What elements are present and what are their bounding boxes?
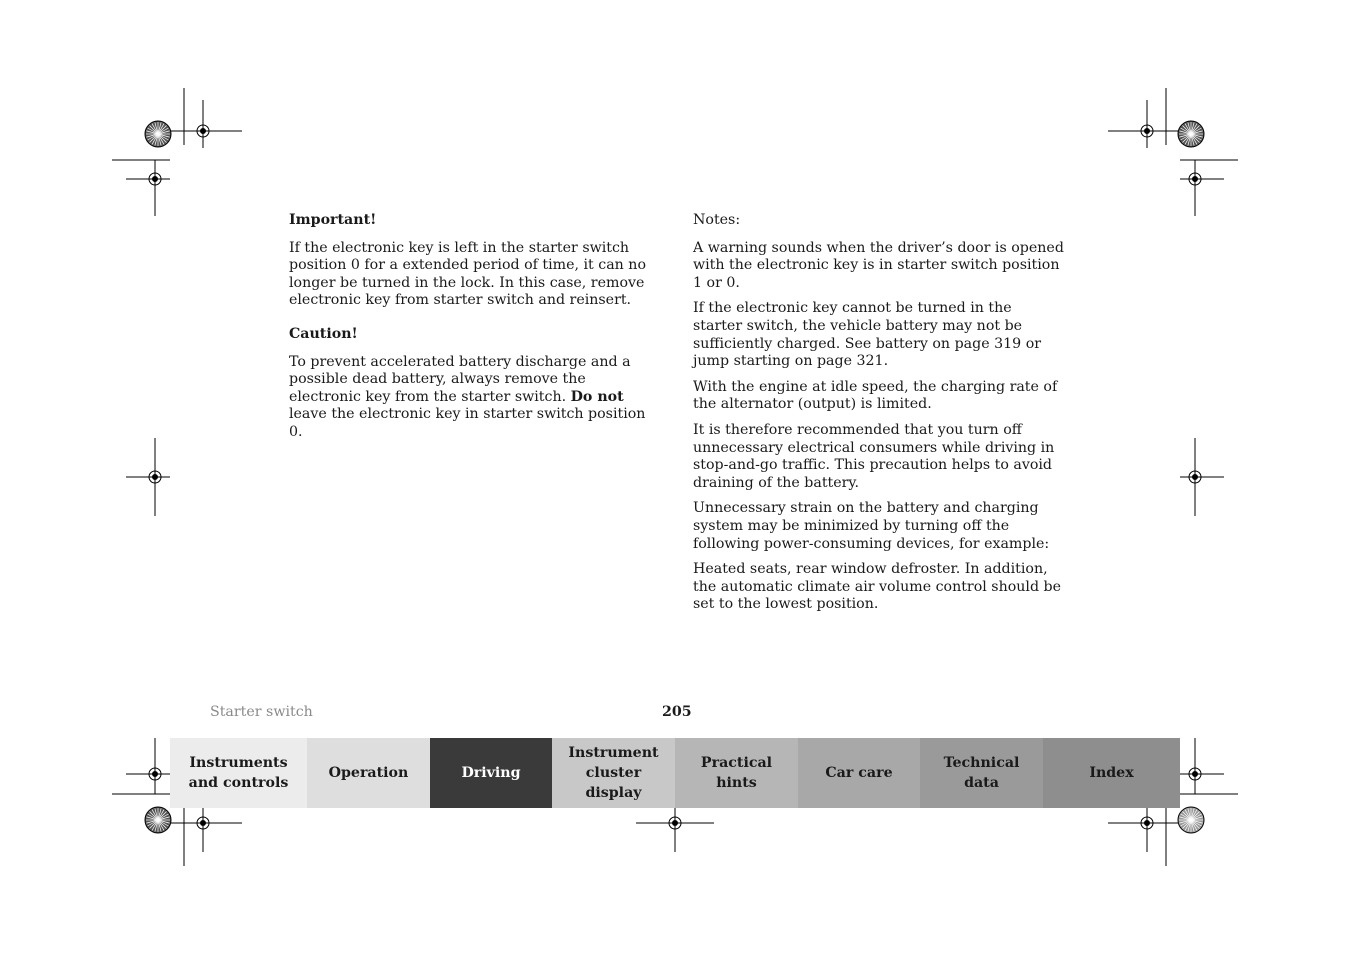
- tab-label: Instrument cluster display: [568, 745, 659, 801]
- tab-label: Car care: [825, 765, 893, 781]
- tab-label: Instruments and controls: [188, 755, 289, 791]
- important-heading: Important!: [289, 212, 377, 228]
- section-title: Starter switch: [210, 704, 313, 720]
- tab-label: Technical data: [943, 755, 1020, 791]
- note-paragraph: It is therefore recommended that you turn off unnecessary electrical consumers while driving in stop-and-go traffic. This precaution helps to avoid draining of the battery.: [693, 421, 1055, 491]
- left-column: [289, 212, 661, 450]
- note-paragraph: Heated seats, rear window defroster. In addition, the automatic climate air volume control should be set to the lowest position.: [693, 561, 1062, 613]
- tab-label: Index: [1089, 765, 1134, 781]
- note-paragraph: If the electronic key cannot be turned in the starter switch, the vehicle battery may not be sufficiently charged. See battery on page 319 or jump starting on page 321.: [693, 300, 1042, 370]
- caution-text-before: To prevent accelerated battery discharge and a possible dead battery, always remove the electronic key from the starter switch.: [289, 353, 631, 405]
- note-paragraph: A warning sounds when the driver’s door is opened with the electronic key is in starter switch position 1 or 0.: [693, 239, 1064, 291]
- caution-text-bold: Do not: [570, 388, 624, 405]
- tab-index[interactable]: [1043, 738, 1180, 808]
- tab-label: Operation: [328, 765, 409, 781]
- tab-technical-data[interactable]: [920, 738, 1043, 808]
- note-paragraph: With the engine at idle speed, the charging rate of the alternator (output) is limited.: [693, 378, 1058, 413]
- caution-text-after: leave the electronic key in starter switch position 0.: [289, 406, 646, 440]
- important-text: If the electronic key is left in the starter switch position 0 for a extended period of time, it can no longer be turned in the lock. In this case, remove electronic key from starter switch and reinsert.: [289, 239, 646, 309]
- caution-heading: Caution!: [289, 325, 358, 342]
- caution-text: [289, 354, 661, 442]
- tab-instrument-cluster-display[interactable]: [552, 738, 675, 808]
- tab-label: Practical hints: [700, 755, 773, 791]
- tab-instruments-and-controls[interactable]: [170, 738, 307, 808]
- note-paragraph: Unnecessary strain on the battery and charging system may be minimized by turning off the following power-consuming devices, for example:: [693, 500, 1050, 552]
- tab-operation[interactable]: [307, 738, 430, 808]
- chapter-nav: [170, 738, 1180, 808]
- right-column: [693, 212, 1065, 622]
- notes-heading: Notes:: [693, 212, 741, 228]
- page-number: 205: [662, 704, 692, 720]
- tab-label: Driving: [461, 765, 521, 781]
- tab-practical-hints[interactable]: [675, 738, 798, 808]
- tab-driving[interactable]: [430, 738, 552, 808]
- tab-car-care[interactable]: [798, 738, 920, 808]
